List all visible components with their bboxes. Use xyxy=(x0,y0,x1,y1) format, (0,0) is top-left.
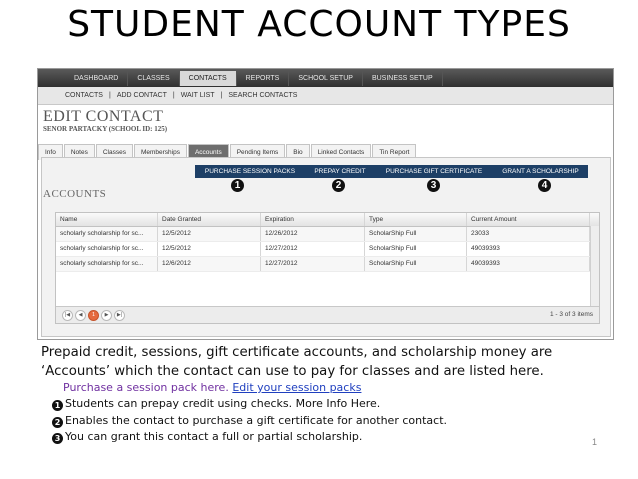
grid-header xyxy=(56,213,599,227)
table-row[interactable] xyxy=(56,227,599,242)
first-page-icon[interactable]: |◀ xyxy=(62,310,73,321)
marker-2: 2 xyxy=(332,179,345,192)
bullet-item xyxy=(52,397,380,411)
last-page-icon[interactable]: ▶| xyxy=(114,310,125,321)
page-title: EDIT CONTACT xyxy=(43,108,164,125)
purchase-gift-certificate-button[interactable]: PURCHASE GIFT CERTIFICATE xyxy=(385,168,483,175)
page-number: 1 xyxy=(592,437,598,447)
subnav-search-contacts[interactable]: SEARCH CONTACTS xyxy=(228,92,298,99)
cell-name: scholarly scholarship for sc... xyxy=(56,227,158,241)
session-pack-text: Purchase a session pack here. xyxy=(63,381,229,394)
cell-expiration: 12/27/2012 xyxy=(261,257,365,271)
grid-scrollbar[interactable] xyxy=(590,226,599,306)
bullet-text: Enables the contact to purchase a gift certificate for another contact. xyxy=(65,414,447,427)
subnav-separator: | xyxy=(172,92,175,99)
nav-contacts[interactable]: CONTACTS xyxy=(180,71,237,86)
column-header-date-granted[interactable]: Date Granted xyxy=(158,213,261,226)
edit-session-packs-link[interactable]: Edit your session packs xyxy=(232,381,362,394)
table-row[interactable] xyxy=(56,257,599,272)
bullet-text: Students can prepay credit using checks. More Info Here. xyxy=(65,397,381,410)
grid-pager xyxy=(56,306,599,323)
tab-memberships[interactable]: Memberships xyxy=(134,144,187,160)
sub-nav xyxy=(38,87,613,105)
page-subtitle: SENOR PARTACKY (SCHOOL ID: 125) xyxy=(43,125,168,133)
tab-bio[interactable]: Bio xyxy=(286,144,309,160)
cell-name: scholarly scholarship for sc... xyxy=(56,257,158,271)
tab-info[interactable]: Info xyxy=(38,144,63,160)
session-pack-note xyxy=(63,381,361,394)
subnav-add-contact[interactable]: ADD CONTACT xyxy=(116,92,167,99)
cell-current-amount: 49039393 xyxy=(467,257,590,271)
tab-pending-items[interactable]: Pending Items xyxy=(230,144,286,160)
cell-name: scholarly scholarship for sc... xyxy=(56,242,158,256)
marker-3: 3 xyxy=(427,179,440,192)
cell-type: ScholarShip Full xyxy=(365,227,467,241)
bullet-number-1: 1 xyxy=(52,400,63,411)
column-header-type[interactable]: Type xyxy=(365,213,467,226)
bullet-number-2: 2 xyxy=(52,417,63,428)
prepay-credit-button[interactable]: PREPAY CREDIT xyxy=(314,168,366,175)
grid-body xyxy=(56,227,599,272)
cell-date-granted: 12/5/2012 xyxy=(158,227,261,241)
cell-current-amount: 23033 xyxy=(467,227,590,241)
bullet-text: You can grant this contact a full or partial scholarship. xyxy=(65,430,363,443)
cell-type: ScholarShip Full xyxy=(365,257,467,271)
column-header-expiration[interactable]: Expiration xyxy=(261,213,365,226)
pager-info: 1 - 3 of 3 items xyxy=(550,311,593,318)
subnav-separator: | xyxy=(220,92,223,99)
tab-tin-report[interactable]: Tin Report xyxy=(372,144,416,160)
column-header-name[interactable]: Name xyxy=(56,213,158,226)
nav-classes[interactable]: CLASSES xyxy=(128,71,179,86)
table-row[interactable] xyxy=(56,242,599,257)
tab-classes[interactable]: Classes xyxy=(96,144,133,160)
action-bar xyxy=(195,165,588,178)
cell-expiration: 12/26/2012 xyxy=(261,227,365,241)
subnav-wait-list[interactable]: WAIT LIST xyxy=(180,92,215,99)
cell-date-granted: 12/6/2012 xyxy=(158,257,261,271)
bullet-item xyxy=(52,430,362,444)
tab-linked-contacts[interactable]: Linked Contacts xyxy=(311,144,372,160)
nav-dashboard[interactable]: DASHBOARD xyxy=(65,71,128,86)
description xyxy=(41,343,552,381)
cell-current-amount: 49039393 xyxy=(467,242,590,256)
tab-notes[interactable]: Notes xyxy=(64,144,95,160)
grant-scholarship-button[interactable]: GRANT A SCHOLARSHIP xyxy=(502,168,579,175)
tab-accounts[interactable]: Accounts xyxy=(188,144,229,160)
bullet-number-3: 3 xyxy=(52,433,63,444)
accounts-grid xyxy=(55,212,600,324)
nav-reports[interactable]: REPORTS xyxy=(237,71,290,86)
cell-expiration: 12/27/2012 xyxy=(261,242,365,256)
subnav-separator: | xyxy=(108,92,111,99)
nav-business-setup[interactable]: BUSINESS SETUP xyxy=(363,71,443,86)
column-header-current-amount[interactable]: Current Amount xyxy=(467,213,590,226)
accounts-section-title: ACCOUNTS xyxy=(43,188,107,200)
slide-title: STUDENT ACCOUNT TYPES xyxy=(67,4,571,45)
marker-4: 4 xyxy=(538,179,551,192)
marker-1: 1 xyxy=(231,179,244,192)
app-screenshot xyxy=(37,68,614,340)
nav-school-setup[interactable]: SCHOOL SETUP xyxy=(289,71,363,86)
description-line-1: Prepaid credit, sessions, gift certificate accounts, and scholarship money are xyxy=(41,345,553,360)
bullet-item xyxy=(52,414,447,428)
prev-page-icon[interactable]: ◀ xyxy=(75,310,86,321)
next-page-icon[interactable]: ▶ xyxy=(101,310,112,321)
subnav-contacts[interactable]: CONTACTS xyxy=(65,92,103,99)
cell-date-granted: 12/5/2012 xyxy=(158,242,261,256)
description-line-2: ‘Accounts’ which the contact can use to pay for classes and are listed here. xyxy=(41,364,544,379)
cell-type: ScholarShip Full xyxy=(365,242,467,256)
purchase-session-packs-button[interactable]: PURCHASE SESSION PACKS xyxy=(204,168,296,175)
top-nav xyxy=(38,69,613,87)
page-1-button[interactable]: 1 xyxy=(88,310,99,321)
